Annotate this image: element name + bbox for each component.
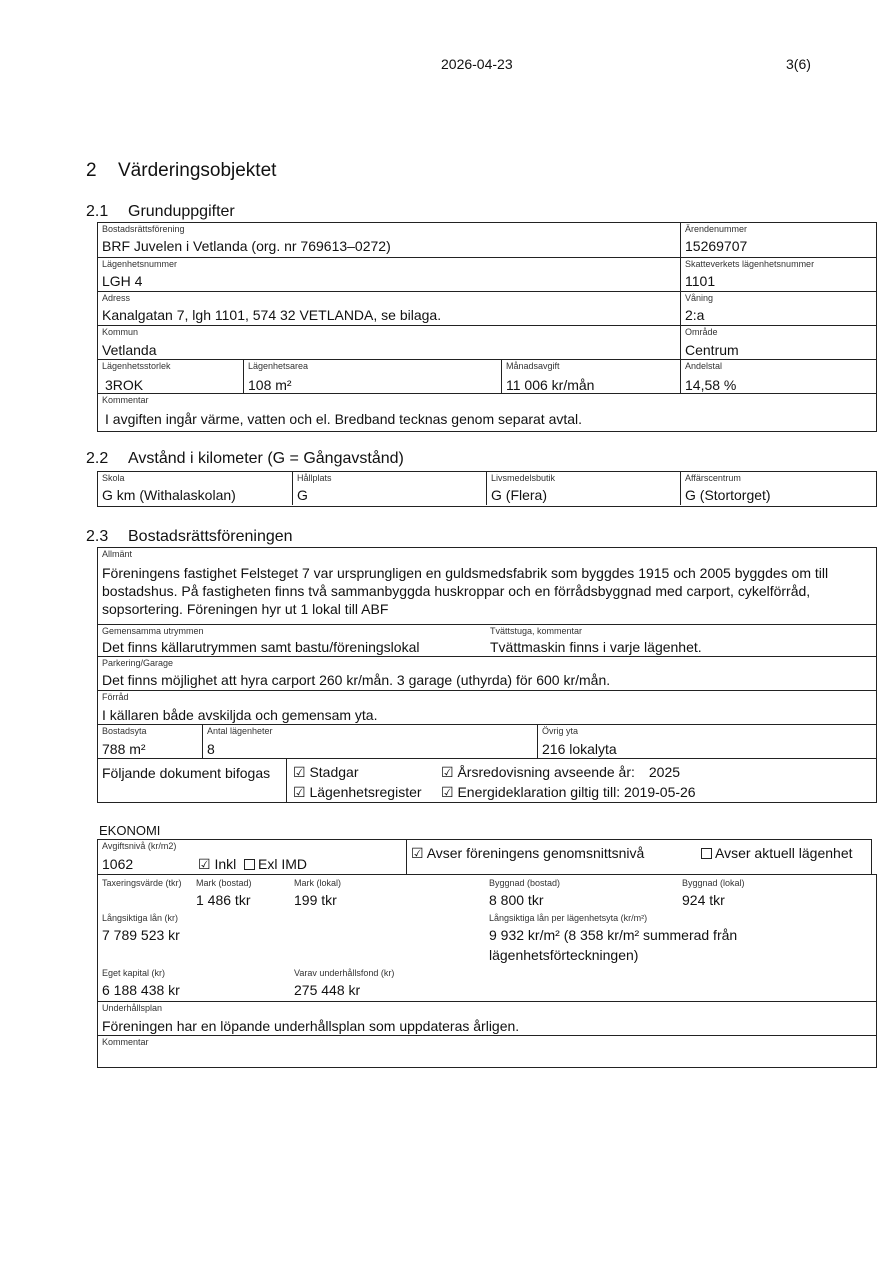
field-value: 11 006 kr/mån bbox=[506, 377, 595, 393]
field-value: 216 lokalyta bbox=[542, 741, 617, 757]
field-label: Våning bbox=[685, 293, 714, 303]
subsection-title: Grunduppgifter bbox=[128, 203, 235, 220]
avser-cell bbox=[406, 839, 872, 875]
ekonomi-title: EKONOMI bbox=[99, 823, 161, 838]
section-number: 2 bbox=[86, 160, 97, 181]
field-label: Taxeringsvärde (tkr) bbox=[102, 878, 182, 888]
field-value: 788 m² bbox=[102, 741, 146, 757]
field-value: Tvättmaskin finns i varje lägenhet. bbox=[490, 639, 702, 655]
field-label: Bostadsyta bbox=[102, 726, 147, 736]
subsection-number: 2.3 bbox=[86, 528, 109, 545]
allmant-cell bbox=[98, 548, 876, 624]
field-value: BRF Juvelen i Vetlanda (org. nr 769613–0272) bbox=[102, 238, 391, 254]
forening-table bbox=[97, 547, 877, 803]
field-value: Föreningens fastighet Felsteget 7 var ursprungligen en guldsmedsfabrik som byggdes 1915 och 2005 byggdes om till bostadshus. På fastigheten finns två sammanbyggda huskroppar och en förrådsbyggnad med carport, cykelförråd, sopsortering. Föreningen hyr ut 1 lokal till ABF bbox=[102, 565, 829, 617]
avgiftsniva-cell bbox=[97, 839, 407, 875]
avgift-cell bbox=[501, 359, 680, 393]
checkbox-checked-icon: ☑ bbox=[293, 764, 306, 780]
grunduppgifter-table bbox=[97, 222, 877, 432]
field-label: Kommentar bbox=[102, 395, 149, 405]
skv-cell bbox=[680, 257, 876, 291]
field-label: Allmänt bbox=[102, 549, 133, 559]
subsection-number: 2.2 bbox=[86, 450, 109, 467]
check-arsredovisning[interactable] bbox=[441, 764, 680, 781]
check-value: 2025 bbox=[648, 764, 681, 780]
field-value: 1101 bbox=[685, 273, 716, 289]
parkering-cell bbox=[98, 656, 876, 690]
field-label: Byggnad (bostad) bbox=[489, 878, 561, 888]
document-date: 2026-04-23 bbox=[441, 56, 513, 72]
livsmedel-cell bbox=[486, 472, 680, 505]
field-label: Kommun bbox=[102, 327, 139, 337]
option-label: Exl IMD bbox=[258, 856, 307, 872]
check-label: Energideklaration giltig till: 2019-05-26 bbox=[457, 784, 696, 800]
lan-row bbox=[98, 911, 876, 967]
check-energideklaration[interactable] bbox=[441, 784, 696, 801]
avstand-table bbox=[97, 471, 877, 507]
field-value: 108 m² bbox=[248, 377, 292, 393]
ovrig-yta-cell bbox=[537, 724, 876, 758]
brf-cell bbox=[98, 223, 680, 257]
field-value: Vetlanda bbox=[102, 342, 157, 358]
storlek-cell bbox=[98, 359, 243, 393]
field-value: 924 tkr bbox=[682, 892, 725, 908]
omrade-cell bbox=[680, 325, 876, 359]
taxering-row bbox=[98, 875, 876, 911]
bostadsyta-cell bbox=[98, 724, 202, 758]
forrad-cell bbox=[98, 690, 876, 724]
field-label: Kommentar bbox=[102, 1037, 149, 1047]
checkbox-checked-icon: ☑ bbox=[441, 764, 454, 780]
check-stadgar[interactable] bbox=[293, 764, 359, 781]
arende-cell bbox=[680, 223, 876, 257]
field-value: 199 tkr bbox=[294, 892, 337, 908]
subsection-heading-2-2 bbox=[86, 450, 404, 468]
field-label: Eget kapital (kr) bbox=[102, 968, 166, 978]
subsection-title: Bostadsrättsföreningen bbox=[128, 528, 293, 545]
field-value: 9 932 kr/m² (8 358 kr/m² summerad från bbox=[489, 927, 738, 943]
dokument-label-cell bbox=[98, 758, 286, 802]
utrymmen-row bbox=[98, 624, 876, 656]
section-heading bbox=[86, 160, 276, 182]
field-value: lägenhetsförteckningen) bbox=[489, 947, 639, 963]
field-value: LGH 4 bbox=[102, 273, 143, 289]
field-label: Lägenhetsarea bbox=[248, 361, 309, 371]
exkl-option[interactable] bbox=[244, 856, 307, 872]
antal-cell bbox=[202, 724, 537, 758]
field-label: Långsiktiga lån per lägenhetsyta (kr/m²) bbox=[489, 913, 648, 923]
field-value: G bbox=[297, 487, 308, 503]
field-label: Lägenhetsnummer bbox=[102, 259, 178, 269]
skola-cell bbox=[98, 472, 292, 505]
adress-cell bbox=[98, 291, 680, 325]
field-value: G (Stortorget) bbox=[685, 487, 771, 503]
field-value: 14,58 % bbox=[685, 377, 737, 393]
field-label: Skola bbox=[102, 473, 125, 483]
field-label: Ärendenummer bbox=[685, 224, 748, 234]
field-label: Övrig yta bbox=[542, 726, 579, 736]
field-label: Skatteverkets lägenhetsnummer bbox=[685, 259, 815, 269]
affar-cell bbox=[680, 472, 876, 505]
field-label: Mark (lokal) bbox=[294, 878, 342, 888]
field-value: 15269707 bbox=[685, 238, 748, 254]
option-label: Avser föreningens genomsnittsnivå bbox=[426, 845, 645, 861]
ekonomi-table bbox=[97, 874, 877, 1068]
lgh-cell bbox=[98, 257, 680, 291]
field-label: Gemensamma utrymmen bbox=[102, 626, 204, 636]
field-label: Affärscentrum bbox=[685, 473, 741, 483]
field-label: Hållplats bbox=[297, 473, 332, 483]
eget-kapital-row bbox=[98, 967, 876, 1001]
checkbox-checked-icon: ☑ bbox=[293, 784, 306, 800]
field-value: I källaren både avskiljda och gemensam yta. bbox=[102, 707, 378, 723]
page-number: 3(6) bbox=[786, 56, 811, 72]
field-label: Antal lägenheter bbox=[207, 726, 273, 736]
subsection-heading-2-1 bbox=[86, 203, 235, 221]
checkbox-checked-icon: ☑ bbox=[441, 784, 454, 800]
field-label: Underhållsplan bbox=[102, 1003, 163, 1013]
vaning-cell bbox=[680, 291, 876, 325]
field-value: Föreningen har en löpande underhållsplan som uppdateras årligen. bbox=[102, 1018, 520, 1034]
check-label: Lägenhetsregister bbox=[309, 784, 422, 800]
field-value: 1 486 tkr bbox=[196, 892, 251, 908]
field-label: Lägenhetsstorlek bbox=[102, 361, 171, 371]
field-value: G km (Withalaskolan) bbox=[102, 487, 236, 503]
field-value: 1062 bbox=[102, 856, 134, 872]
field-value: 3ROK bbox=[105, 377, 144, 393]
field-label: Mark (bostad) bbox=[196, 878, 252, 888]
underhallsplan-cell bbox=[98, 1001, 876, 1035]
field-value: G (Flera) bbox=[491, 487, 547, 503]
field-value: Kanalgatan 7, lgh 1101, 574 32 VETLANDA, se bilaga. bbox=[102, 307, 442, 323]
field-label: Följande dokument bifogas bbox=[102, 765, 271, 781]
avser-aktuell-option[interactable] bbox=[701, 845, 853, 861]
subsection-heading-2-3 bbox=[86, 528, 293, 546]
kommun-cell bbox=[98, 325, 680, 359]
inkl-option[interactable] bbox=[198, 856, 236, 873]
dokument-checks-cell bbox=[286, 758, 876, 802]
field-value: 275 448 kr bbox=[294, 982, 361, 998]
field-label: Varav underhållsfond (kr) bbox=[294, 968, 395, 978]
field-label: Långsiktiga lån (kr) bbox=[102, 913, 179, 923]
kommentar-cell bbox=[98, 393, 876, 431]
andel-cell bbox=[680, 359, 876, 393]
field-value: Det finns möjlighet att hyra carport 260 kr/mån. 3 garage (uthyrda) för 600 kr/mån. bbox=[102, 672, 611, 688]
field-label: Andelstal bbox=[685, 361, 723, 371]
checkbox-empty-icon bbox=[244, 859, 255, 870]
hallplats-cell bbox=[292, 472, 486, 505]
field-label: Område bbox=[685, 327, 718, 337]
option-label: Inkl bbox=[214, 856, 237, 872]
option-label: Avser aktuell lägenhet bbox=[715, 845, 853, 861]
field-value: 8 800 tkr bbox=[489, 892, 544, 908]
ekonomi-kommentar-cell bbox=[98, 1035, 876, 1067]
field-label: Månadsavgift bbox=[506, 361, 560, 371]
check-label: Stadgar bbox=[309, 764, 359, 780]
check-lagenhetsregister[interactable] bbox=[293, 784, 422, 801]
field-value: 2:a bbox=[685, 307, 705, 323]
field-value: 6 188 438 kr bbox=[102, 982, 180, 998]
section-title: Värderingsobjektet bbox=[118, 160, 277, 181]
checkbox-checked-icon: ☑ bbox=[411, 845, 424, 861]
field-label: Adress bbox=[102, 293, 131, 303]
checkbox-empty-icon bbox=[701, 848, 712, 859]
check-label: Årsredovisning avseende år: bbox=[457, 764, 635, 780]
field-value: I avgiften ingår värme, vatten och el. Bredband tecknas genom separat avtal. bbox=[105, 411, 583, 427]
field-label: Avgiftsnivå (kr/m2) bbox=[102, 841, 177, 851]
field-label: Parkering/Garage bbox=[102, 658, 174, 668]
field-value: Det finns källarutrymmen samt bastu/föreningslokal bbox=[102, 639, 420, 655]
field-value: 7 789 523 kr bbox=[102, 927, 180, 943]
subsection-number: 2.1 bbox=[86, 203, 109, 220]
area-cell bbox=[243, 359, 501, 393]
field-value: Centrum bbox=[685, 342, 739, 358]
field-label: Livsmedelsbutik bbox=[491, 473, 556, 483]
checkbox-checked-icon: ☑ bbox=[198, 856, 211, 872]
field-label: Förråd bbox=[102, 692, 129, 702]
subsection-title: Avstånd i kilometer (G = Gångavstånd) bbox=[128, 450, 404, 467]
field-label: Bostadsrättsförening bbox=[102, 224, 185, 234]
field-value: 8 bbox=[207, 741, 215, 757]
avser-snitt-option[interactable] bbox=[411, 845, 644, 862]
field-label: Byggnad (lokal) bbox=[682, 878, 745, 888]
field-label: Tvättstuga, kommentar bbox=[490, 626, 583, 636]
